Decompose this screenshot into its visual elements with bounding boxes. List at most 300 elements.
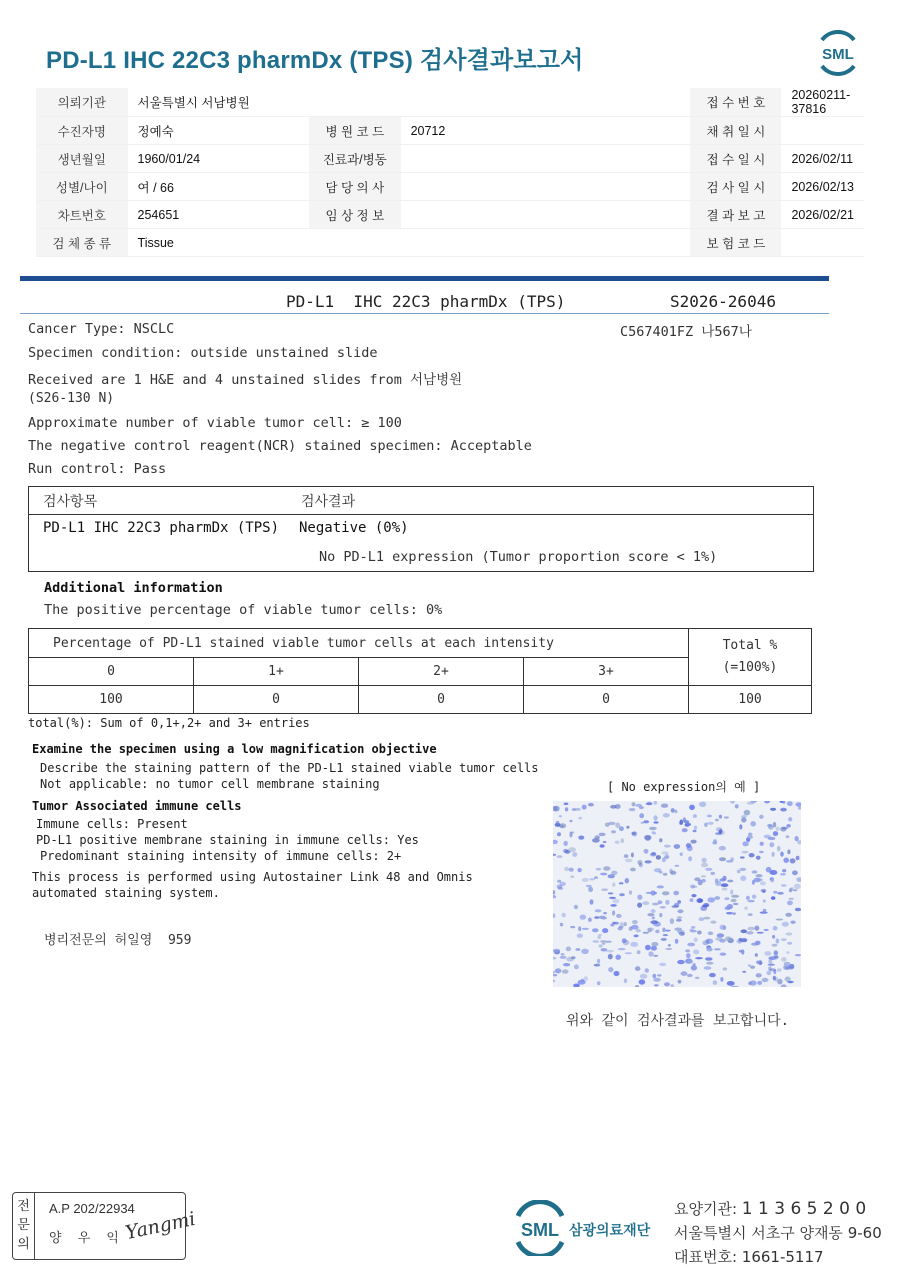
label-test-date: 검 사 일 시: [690, 173, 781, 201]
cell-nucleus: [788, 817, 792, 821]
cell-nucleus: [677, 960, 685, 964]
cell-nucleus: [582, 878, 589, 882]
cell-nucleus: [787, 942, 792, 945]
cell-nucleus: [611, 871, 617, 876]
cell-nucleus: [595, 909, 602, 912]
cell-nucleus: [780, 873, 786, 875]
cell-nucleus: [730, 857, 734, 861]
cell-nucleus: [688, 856, 692, 861]
cell-nucleus: [565, 807, 568, 811]
cell-nucleus: [784, 962, 791, 966]
cell-nucleus: [756, 973, 762, 977]
footer-address: 서울특별시 서초구 양재동 9-60: [674, 1224, 882, 1242]
cell-nucleus: [563, 849, 569, 853]
cell-nucleus: [687, 974, 693, 977]
cell-nucleus: [695, 957, 703, 959]
value-requesting-org: 서울특별시 서남병원: [128, 88, 544, 117]
cell-nucleus: [774, 956, 779, 959]
cell-nucleus: [646, 802, 653, 805]
cell-nucleus: [692, 963, 696, 966]
cell-nucleus: [733, 912, 736, 915]
cell-nucleus: [639, 979, 646, 984]
footer-code-label: 요양기관:: [674, 1200, 738, 1218]
process-line-2: automated staining system.: [32, 886, 220, 900]
cell-nucleus: [701, 875, 706, 877]
total-header: [689, 629, 812, 686]
cell-nucleus: [674, 810, 677, 814]
cell-nucleus: [722, 876, 726, 881]
value-department: [401, 145, 544, 173]
cell-nucleus: [739, 950, 742, 953]
cell-nucleus: [706, 947, 712, 951]
value-collection-date: [781, 117, 864, 145]
result-col-result: 검사결과: [301, 494, 356, 510]
cell-nucleus: [631, 925, 639, 930]
cell-nucleus: [780, 808, 787, 812]
cell-nucleus: [630, 942, 638, 947]
cell-nucleus: [782, 827, 789, 830]
result-col-item: 검사항목: [43, 494, 98, 510]
cell-nucleus: [662, 928, 666, 933]
cell-nucleus: [744, 907, 748, 910]
cell-nucleus: [624, 978, 627, 983]
cell-nucleus: [600, 844, 605, 848]
cell-nucleus: [566, 957, 573, 962]
cell-nucleus: [760, 911, 768, 913]
cell-nucleus: [750, 821, 756, 826]
cell-nucleus: [574, 905, 578, 909]
cell-nucleus: [570, 926, 575, 928]
cell-nucleus: [782, 922, 789, 927]
cell-nucleus: [679, 932, 685, 936]
cell-nucleus: [671, 808, 675, 813]
cell-nucleus: [746, 931, 754, 934]
cell-nucleus: [574, 965, 579, 970]
cell-nucleus: [664, 845, 671, 848]
cell-nucleus: [740, 856, 745, 858]
cell-nucleus: [725, 936, 732, 941]
cell-nucleus: [578, 836, 584, 840]
cell-nucleus: [564, 803, 569, 806]
cell-nucleus: [707, 897, 715, 902]
cell-nucleus: [715, 819, 719, 822]
cell-nucleus: [559, 815, 562, 817]
label-clinical-info: 임 상 정 보: [309, 201, 401, 229]
cell-nucleus: [599, 944, 603, 947]
cell-nucleus: [725, 906, 731, 910]
label-receipt-no: 접 수 번 호: [690, 88, 781, 117]
cell-nucleus: [795, 802, 801, 806]
cell-nucleus: [694, 826, 697, 830]
cell-nucleus: [668, 944, 671, 947]
cell-nucleus: [705, 939, 713, 944]
cell-nucleus: [564, 867, 569, 871]
cell-nucleus: [663, 934, 668, 936]
cell-nucleus: [746, 896, 750, 900]
cell-nucleus: [786, 835, 790, 838]
cell-nucleus: [794, 884, 801, 890]
cell-nucleus: [719, 846, 726, 851]
level-1plus: 1+: [194, 658, 359, 686]
cell-nucleus: [761, 889, 767, 892]
sml-logo: [814, 30, 862, 76]
cell-nucleus: [677, 909, 683, 913]
cell-nucleus: [752, 895, 756, 899]
cell-nucleus: [600, 940, 606, 943]
cell-nucleus: [588, 803, 594, 807]
value-hospital-code: 20712: [401, 117, 544, 145]
cell-nucleus: [639, 813, 644, 818]
cell-nucleus: [611, 830, 616, 833]
cell-nucleus: [697, 931, 702, 935]
cell-nucleus: [653, 955, 658, 957]
cell-nucleus: [553, 840, 558, 844]
cell-nucleus: [570, 876, 574, 878]
cell-nucleus: [569, 820, 572, 823]
total-header-sub: (=100%): [722, 660, 778, 675]
cell-nucleus: [647, 928, 654, 932]
cell-nucleus: [662, 891, 670, 895]
cell-nucleus: [562, 913, 566, 918]
cell-nucleus: [557, 885, 563, 889]
cell-nucleus: [652, 916, 655, 919]
cell-nucleus: [793, 889, 797, 891]
reference-code: C567401FZ 나567나: [620, 324, 752, 340]
cell-nucleus: [760, 881, 766, 885]
cell-nucleus: [787, 850, 790, 855]
cell-nucleus: [653, 821, 658, 823]
cell-nucleus: [597, 981, 601, 985]
cell-nucleus: [790, 858, 796, 863]
cell-nucleus: [704, 966, 712, 970]
cell-nucleus: [553, 890, 555, 895]
cell-nucleus: [717, 933, 725, 937]
immune-line-1: Immune cells: Present: [36, 817, 188, 831]
cell-nucleus: [710, 872, 715, 875]
result-value: Negative (0%): [299, 520, 409, 536]
value-sex-age: 여 / 66: [128, 173, 310, 201]
cell-nucleus: [651, 909, 656, 913]
cell-nucleus: [741, 817, 746, 822]
cell-nucleus: [592, 940, 599, 943]
cell-nucleus: [608, 967, 613, 972]
cell-nucleus: [654, 984, 659, 986]
cell-nucleus: [635, 804, 642, 807]
cell-nucleus: [594, 876, 598, 879]
cell-nucleus: [730, 801, 735, 804]
cell-nucleus: [777, 846, 781, 852]
cell-nucleus: [741, 851, 748, 854]
cell-nucleus: [619, 893, 625, 896]
cell-nucleus: [706, 962, 714, 965]
cell-nucleus: [626, 826, 629, 829]
cell-nucleus: [789, 898, 794, 900]
cell-nucleus: [644, 849, 649, 854]
cell-nucleus: [597, 935, 601, 939]
cell-nucleus: [764, 801, 770, 803]
value-insurance-code: [781, 229, 864, 257]
cell-nucleus: [662, 857, 666, 862]
cell-nucleus: [762, 978, 769, 982]
cell-nucleus: [687, 846, 693, 852]
cell-nucleus: [693, 830, 697, 832]
cancer-type: Cancer Type: NSCLC: [28, 321, 175, 337]
cell-nucleus: [578, 926, 581, 931]
cell-nucleus: [741, 929, 748, 933]
cell-nucleus: [602, 928, 608, 933]
cell-nucleus: [721, 883, 729, 887]
cell-nucleus: [603, 841, 607, 843]
cell-nucleus: [680, 819, 684, 824]
cell-nucleus: [723, 967, 728, 970]
cell-nucleus: [798, 806, 801, 809]
cell-nucleus: [659, 963, 666, 966]
cell-nucleus: [594, 835, 600, 839]
cell-nucleus: [553, 854, 556, 856]
cell-nucleus: [782, 869, 786, 872]
cell-nucleus: [749, 980, 756, 985]
cell-nucleus: [730, 889, 733, 894]
cell-nucleus: [650, 853, 657, 857]
cell-nucleus: [568, 847, 576, 852]
cell-nucleus: [776, 938, 780, 943]
cell-nucleus: [630, 868, 636, 872]
cell-nucleus: [675, 865, 680, 867]
cell-nucleus: [714, 896, 720, 900]
cell-nucleus: [726, 912, 733, 915]
cell-nucleus: [795, 836, 799, 841]
footer-phone: 1661-5117: [741, 1248, 824, 1266]
cell-nucleus: [720, 977, 723, 982]
svg-text:SML: SML: [521, 1220, 559, 1240]
cell-nucleus: [560, 956, 567, 959]
cell-nucleus: [742, 971, 746, 973]
cell-nucleus: [601, 948, 608, 951]
cell-nucleus: [720, 953, 727, 956]
cell-nucleus: [768, 959, 772, 963]
cell-nucleus: [557, 880, 561, 883]
cell-nucleus: [796, 877, 801, 882]
cell-nucleus: [625, 859, 633, 863]
cell-nucleus: [553, 913, 556, 918]
cell-nucleus: [786, 951, 789, 954]
cell-nucleus: [796, 856, 800, 860]
report-title: PD-L1 IHC 22C3 pharmDx (TPS) 검사결과보고서: [46, 47, 584, 74]
cell-nucleus: [727, 981, 735, 986]
micrograph-image: [553, 801, 801, 987]
cell-nucleus: [553, 806, 559, 812]
cell-nucleus: [781, 884, 787, 887]
cell-nucleus: [772, 852, 775, 857]
value-receipt-date: 2026/02/11: [781, 145, 864, 173]
cell-nucleus: [719, 939, 726, 943]
cell-nucleus: [635, 966, 641, 971]
cell-nucleus: [691, 926, 695, 929]
cell-nucleus: [632, 920, 638, 924]
value-specimen-type: Tissue: [128, 229, 544, 257]
cell-nucleus: [629, 808, 636, 811]
cell-nucleus: [747, 927, 755, 931]
cell-nucleus: [632, 802, 636, 806]
cell-nucleus: [701, 879, 705, 883]
cell-nucleus: [705, 957, 713, 960]
cell-nucleus: [672, 905, 679, 908]
cell-nucleus: [773, 831, 778, 836]
cell-nucleus: [556, 821, 560, 824]
cell-nucleus: [603, 866, 610, 871]
cell-nucleus: [764, 951, 771, 956]
cell-nucleus: [773, 976, 776, 981]
cell-nucleus: [740, 868, 746, 871]
stamp-side-label: 전 문 의: [13, 1193, 35, 1259]
cell-nucleus: [646, 892, 654, 894]
cell-nucleus: [751, 943, 759, 946]
cell-nucleus: [625, 952, 633, 954]
cell-nucleus: [777, 979, 782, 985]
stamp-name: 양 우 익: [49, 1231, 125, 1246]
cell-nucleus: [677, 916, 682, 919]
cell-nucleus: [773, 969, 776, 974]
cell-nucleus: [631, 832, 636, 835]
cell-nucleus: [655, 930, 659, 934]
cell-nucleus: [691, 894, 696, 897]
value-level-1plus: 0: [194, 686, 359, 714]
immune-line-3: Predominant staining intensity of immune cells: 2+: [40, 849, 402, 863]
cell-nucleus: [719, 829, 723, 834]
examine-heading: Examine the specimen using a low magnification objective: [32, 742, 437, 756]
cell-nucleus: [713, 980, 718, 985]
value-patient-name: 정예숙: [128, 117, 310, 145]
cell-nucleus: [608, 892, 613, 894]
test-name: PD-L1 IHC 22C3 pharmDx (TPS): [286, 292, 566, 311]
cell-nucleus: [674, 844, 681, 849]
cell-nucleus: [704, 823, 707, 827]
label-specimen-type: 검 체 종 류: [36, 229, 128, 257]
cell-nucleus: [698, 899, 703, 903]
cell-nucleus: [776, 827, 780, 831]
cell-nucleus: [657, 885, 664, 888]
cell-nucleus: [637, 950, 641, 954]
value-level-3plus: 0: [524, 686, 689, 714]
cell-nucleus: [756, 874, 763, 877]
cell-nucleus: [785, 932, 792, 935]
cell-nucleus: [774, 950, 778, 955]
cell-nucleus: [577, 934, 583, 938]
cell-nucleus: [599, 916, 606, 919]
label-physician: 담 당 의 사: [309, 173, 401, 201]
intensity-table: [28, 628, 812, 714]
cell-nucleus: [647, 913, 654, 916]
cell-nucleus: [748, 833, 753, 837]
cell-nucleus: [773, 926, 778, 931]
cell-nucleus: [727, 880, 733, 883]
slide-id: (S26-130 N): [28, 391, 115, 406]
cell-nucleus: [756, 878, 763, 881]
cell-nucleus: [693, 950, 699, 955]
examine-line-2: Not applicable: no tumor cell membrane staining: [40, 777, 380, 791]
cell-nucleus: [752, 870, 758, 873]
cell-nucleus: [635, 985, 639, 987]
cell-nucleus: [650, 920, 658, 924]
cell-nucleus: [582, 805, 587, 810]
value-report-date: 2026/02/21: [781, 201, 864, 229]
cell-nucleus: [614, 971, 620, 976]
cell-nucleus: [631, 853, 634, 858]
cell-nucleus: [691, 840, 697, 844]
cell-nucleus: [739, 938, 743, 942]
cell-nucleus: [694, 938, 698, 943]
value-level-2plus: 0: [359, 686, 524, 714]
cell-nucleus: [705, 868, 712, 871]
cell-nucleus: [675, 939, 679, 944]
label-insurance-code: 보 험 코 드: [690, 229, 781, 257]
cell-nucleus: [724, 897, 729, 900]
cell-nucleus: [659, 838, 662, 842]
cell-nucleus: [625, 878, 629, 883]
cell-nucleus: [652, 832, 656, 835]
cell-nucleus: [776, 919, 784, 921]
cell-nucleus: [619, 882, 624, 884]
cell-nucleus: [714, 948, 721, 950]
label-collection-date: 채 취 일 시: [690, 117, 781, 145]
cell-nucleus: [569, 868, 574, 872]
cell-nucleus: [752, 880, 755, 885]
cell-nucleus: [739, 824, 742, 829]
cell-nucleus: [642, 901, 649, 905]
cell-nucleus: [750, 966, 755, 969]
cell-nucleus: [600, 873, 607, 876]
cell-nucleus: [651, 946, 657, 951]
cell-nucleus: [686, 953, 691, 958]
cell-nucleus: [722, 888, 728, 891]
cell-nucleus: [612, 883, 615, 887]
cell-nucleus: [795, 908, 801, 911]
cell-nucleus: [681, 971, 688, 976]
cell-nucleus: [636, 929, 641, 933]
cell-nucleus: [656, 855, 661, 860]
cell-nucleus: [742, 841, 748, 846]
svg-text:삼광의료재단: 삼광의료재단: [569, 1223, 651, 1239]
cell-nucleus: [693, 814, 697, 818]
cell-nucleus: [648, 951, 653, 956]
cell-nucleus: [709, 973, 716, 977]
level-0: 0: [29, 658, 194, 686]
cell-nucleus: [695, 977, 700, 979]
label-receipt-date: 접 수 일 시: [690, 145, 781, 173]
stamp-code: A.P 202/22934: [49, 1201, 135, 1216]
cell-nucleus: [654, 801, 657, 805]
received-slides: Received are 1 H&E and 4 unstained slides from 서남병원: [28, 372, 463, 388]
cell-nucleus: [659, 871, 663, 873]
cell-nucleus: [644, 835, 652, 839]
cell-nucleus: [641, 822, 644, 824]
label-report-date: 결 과 보 고: [690, 201, 781, 229]
cell-nucleus: [575, 948, 580, 951]
cell-nucleus: [771, 896, 776, 900]
cell-nucleus: [616, 914, 622, 918]
cell-nucleus: [770, 870, 778, 875]
cell-nucleus: [689, 805, 695, 810]
cell-nucleus: [763, 929, 768, 931]
cell-nucleus: [629, 890, 632, 894]
cell-nucleus: [572, 852, 577, 857]
cell-nucleus: [737, 870, 741, 874]
cell-nucleus: [781, 938, 787, 941]
cell-nucleus: [601, 888, 608, 891]
cell-nucleus: [685, 823, 691, 826]
cell-nucleus: [689, 961, 693, 963]
cell-nucleus: [707, 822, 714, 825]
